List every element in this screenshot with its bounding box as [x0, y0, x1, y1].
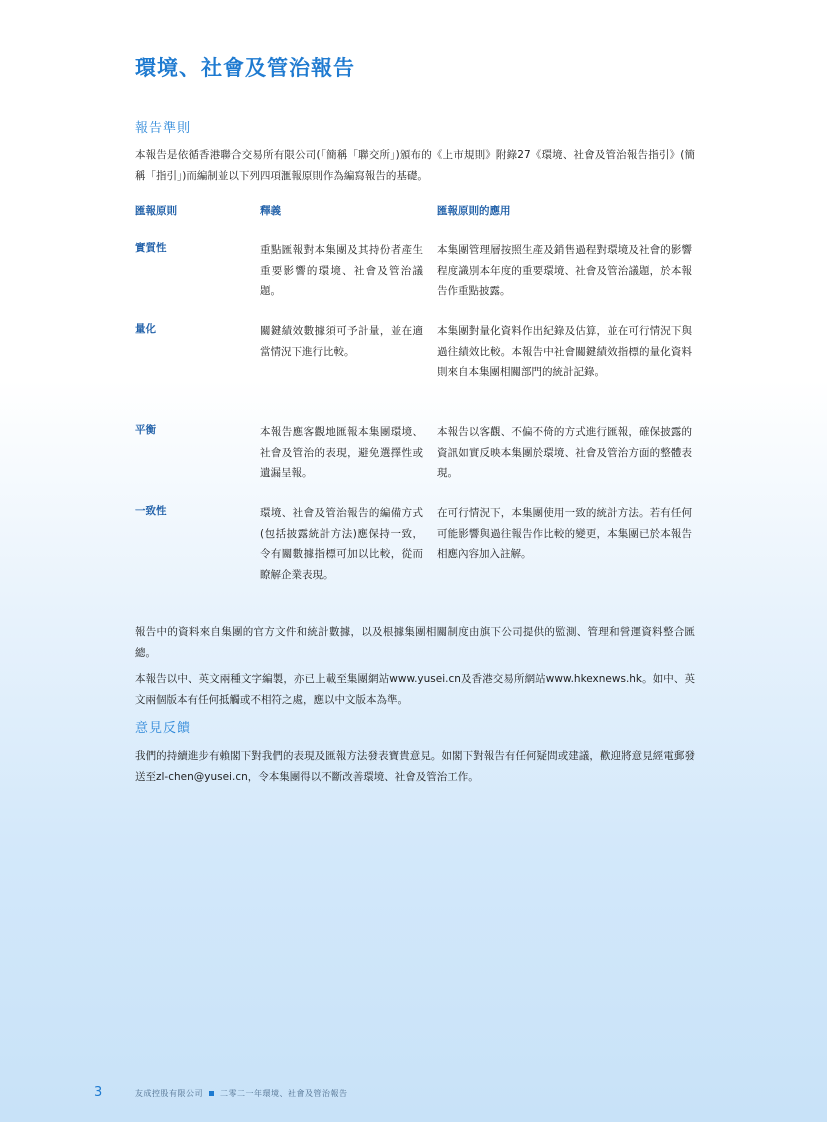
table-header-definition: 釋義 — [260, 205, 281, 217]
page-footer — [0, 1087, 827, 1101]
row-application: 本報告以客觀、不偏不倚的方式進行匯報，確保披露的資訊如實反映本集團於環境、社會及管治方面的整體表現。 — [437, 426, 692, 479]
separator-square-icon — [209, 1091, 214, 1096]
data-source-paragraph: 報告中的資料來自集團的官方文件和統計數據，以及根據集團相關制度由旗下公司提供的監測、管理和營運資料整合匯總。 — [135, 626, 695, 659]
table-header-application: 匯報原則的應用 — [437, 205, 511, 217]
row-principle: 平衡 — [135, 424, 156, 436]
row-application: 本集團管理層按照生產及銷售過程對環境及社會的影響程度識別本年度的重要環境、社會及管治議題，於本報告作重點披露。 — [437, 244, 692, 297]
row-principle: 實質性 — [135, 242, 167, 254]
row-definition: 關鍵績效數據須可予計量，並在適當情況下進行比較。 — [260, 325, 423, 358]
row-principle: 量化 — [135, 323, 156, 335]
section-title-basis: 報告準則 — [135, 121, 192, 136]
feedback-paragraph: 我們的持續進步有賴閣下對我們的表現及匯報方法發表寶貴意見。如閣下對報告有任何疑問或建議，歡迎將意見經電郵發送至zl-chen@yusei.cn，令本集團得以不斷改善環境、社會及管治工作。 — [135, 750, 695, 783]
footer-text — [135, 1088, 348, 1099]
row-application: 在可行情況下，本集團使用一致的統計方法。若有任何可能影響與過往報告作比較的變更，本集團已於本報告相應內容加入註解。 — [437, 507, 692, 560]
row-application: 本集團對量化資料作出紀錄及估算，並在可行情況下與過往績效比較。本報告中社會關鍵績效指標的量化資料則來自本集團相關部門的統計記錄。 — [437, 325, 692, 378]
basis-intro-paragraph: 本報告是依循香港聯合交易所有限公司(「簡稱「聯交所」)頒布的《上市規則》附錄27《環境、社會及管治報告指引》(簡稱「指引」)而編制並以下列四項滙報原則作為編寫報告的基礎。 — [135, 149, 695, 182]
table-header-principle: 匯報原則 — [135, 205, 177, 217]
footer-report-name: 二零二一年環境、社會及管治報告 — [220, 1089, 348, 1098]
row-definition: 環境、社會及管治報告的編備方式(包括披露統計方法)應保持一致，令有關數據指標可加以比較，從而瞭解企業表現。 — [260, 507, 423, 581]
page-title: 環境、社會及管治報告 — [135, 56, 355, 80]
section-title-feedback: 意見反饋 — [135, 721, 192, 736]
row-definition: 本報告應客觀地匯報本集團環境、社會及管治的表現，避免選擇性或遺漏呈報。 — [260, 426, 423, 479]
row-principle: 一致性 — [135, 505, 167, 517]
footer-company: 友成控股有限公司 — [135, 1089, 203, 1098]
row-definition: 重點匯報對本集團及其持份者產生重要影響的環境、社會及管治議題。 — [260, 244, 423, 297]
language-paragraph: 本報告以中、英文兩種文字編製，亦已上載至集團網站www.yusei.cn及香港交易所網站www.hkexnews.hk。如中、英文兩個版本有任何抵觸或不相符之處，應以中文版本為準。 — [135, 673, 695, 706]
page-number: 3 — [94, 1085, 103, 1100]
